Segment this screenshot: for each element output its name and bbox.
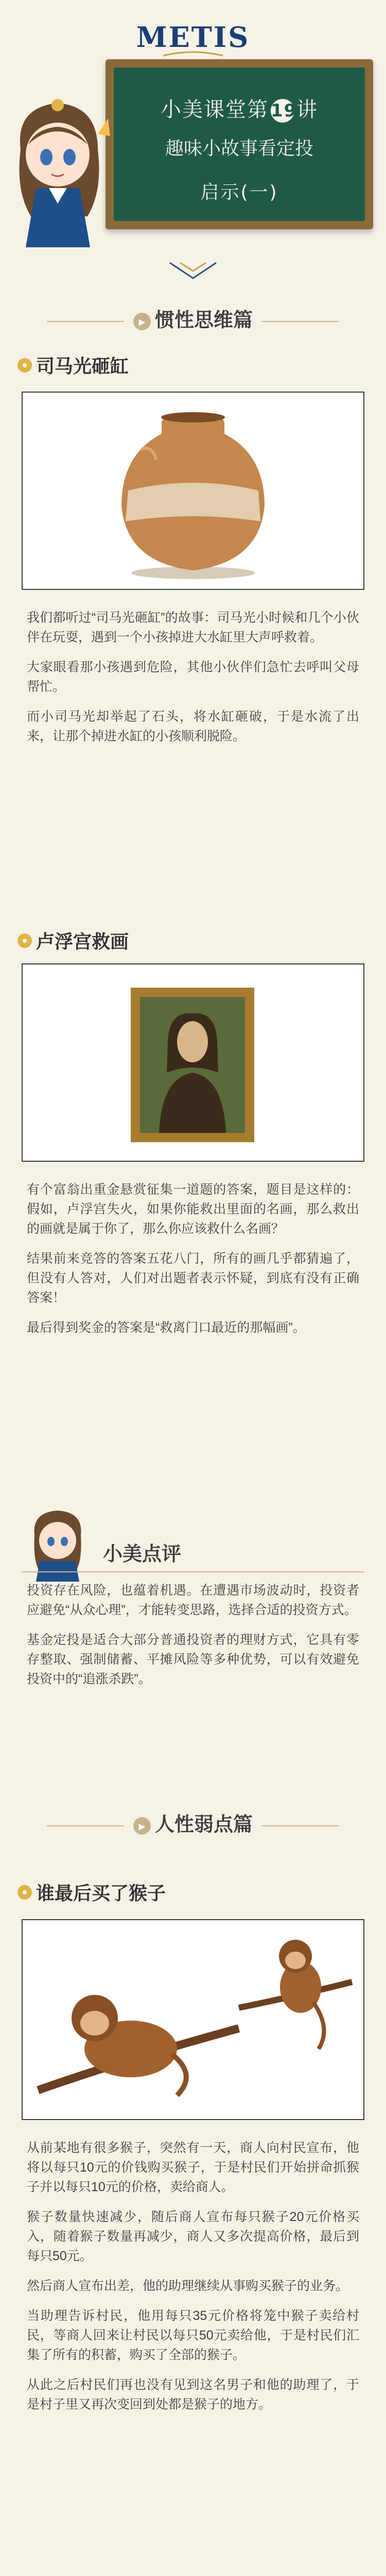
section-title-inertia: ▸ 惯性思维篇: [0, 304, 386, 332]
story2-text: 有个富翁出重金悬赏征集一道题的答案，题目是这样的：假如，卢浮宫失火，如果你能救出里面的名画，那么救出的画就是属于你了，那么你应该救什么名画？ 结果前来竞答的答案五花八门，所有的画几乎都猜遍了，但没有人答对，人们对出题者表示怀疑，到底有没有正确答案！ 最后得到奖金的答案是“救离门口最近的那幅画”。: [27, 1182, 359, 1335]
lesson-title: 小美课堂第 19讲: [161, 98, 318, 122]
monkeys-illustration: [23, 1920, 363, 2119]
story-title-sima: 司马光砸缸: [17, 352, 129, 378]
mascot-avatar: [22, 1504, 94, 1582]
monkey-image-panel: [22, 1919, 364, 2120]
mona-lisa-illustration: [23, 964, 363, 1161]
logo-swoosh-icon: [162, 50, 224, 58]
bullet-ring-icon: [17, 358, 32, 372]
story1-text: 我们都听过“司马光砸缸”的故事：司马光小时候和几个小伙伴在玩耍，遇到一个小孩掉进大水缸里大声呼救着。 大家眼看那小孩遇到危险，其他小伙伴们急忙去呼叫父母帮忙。 而小司马光却举起了石头，将水缸砸破，于是水流了出来，让那个掉进水缸的小孩顺利脱险。: [27, 611, 359, 743]
blackboard: [106, 59, 373, 229]
metis-logo: [0, 21, 386, 63]
jar-image-panel: [22, 392, 364, 590]
water-jar-illustration: [23, 393, 363, 589]
header-divider: [0, 258, 386, 289]
logo-text: METIS: [136, 21, 250, 54]
painting-image-panel: [22, 963, 364, 1162]
story3-text: 从前某地有很多猴子，突然有一天，商人向村民宣布，他将以每只10元的价钱购买猴子，于是村民们开始拼命抓猴子并以每只10元的价格，卖给商人。 猴子数量快速减少，随后商人宣布每只猴子20元价格买入，随着猴子数量再减少，商人又多次提高价格，最后到每只50元。 然后商人宣布出差，他的助理继续从事购买猴子的业务。 当助理告诉村民，他用每只35元价格将笼中猴子卖给村民，等商人回来让村民以每只50元卖给他，于是村民们汇集了所有的积蓄，购买了全部的猴子。 从此之后村民们再也没有见到这名男子和他的助理了，于是村子里又再次变回到处都是猴子的地方。: [27, 2141, 359, 2412]
lesson-subtitle: 趣味小故事看定投: [165, 138, 313, 159]
lesson-part: 启示(一): [200, 182, 278, 203]
critic1-label: 小美点评: [103, 1544, 182, 1565]
section-title-weakness: ▸ 人性弱点篇: [0, 1808, 386, 1837]
triangle-bullet-icon: ▸: [133, 1817, 151, 1835]
story-title-monkey: 谁最后买了猴子: [17, 1879, 166, 1905]
critic1-divider: [22, 1571, 364, 1572]
episode-number: 19: [271, 99, 294, 123]
story-title-louvre: 卢浮宫救画: [17, 927, 129, 954]
mascot-girl-illustration: [0, 88, 134, 252]
critic1-text: 投资存在风险，也蕴着机遇。在遭遇市场波动时，投资者应避免“从众心理”，才能转变思路，选择合适的投资方式。 基金定投是适合大部分普通投资者的理财方式，它具有零存整取、强制储蓄、平摊风险等多种优势，可以有效避免投资中的“追涨杀跌”。: [27, 1583, 359, 1686]
bullet-ring-icon: [17, 934, 32, 948]
bullet-ring-icon: [17, 1885, 32, 1900]
triangle-bullet-icon: ▸: [133, 313, 151, 330]
